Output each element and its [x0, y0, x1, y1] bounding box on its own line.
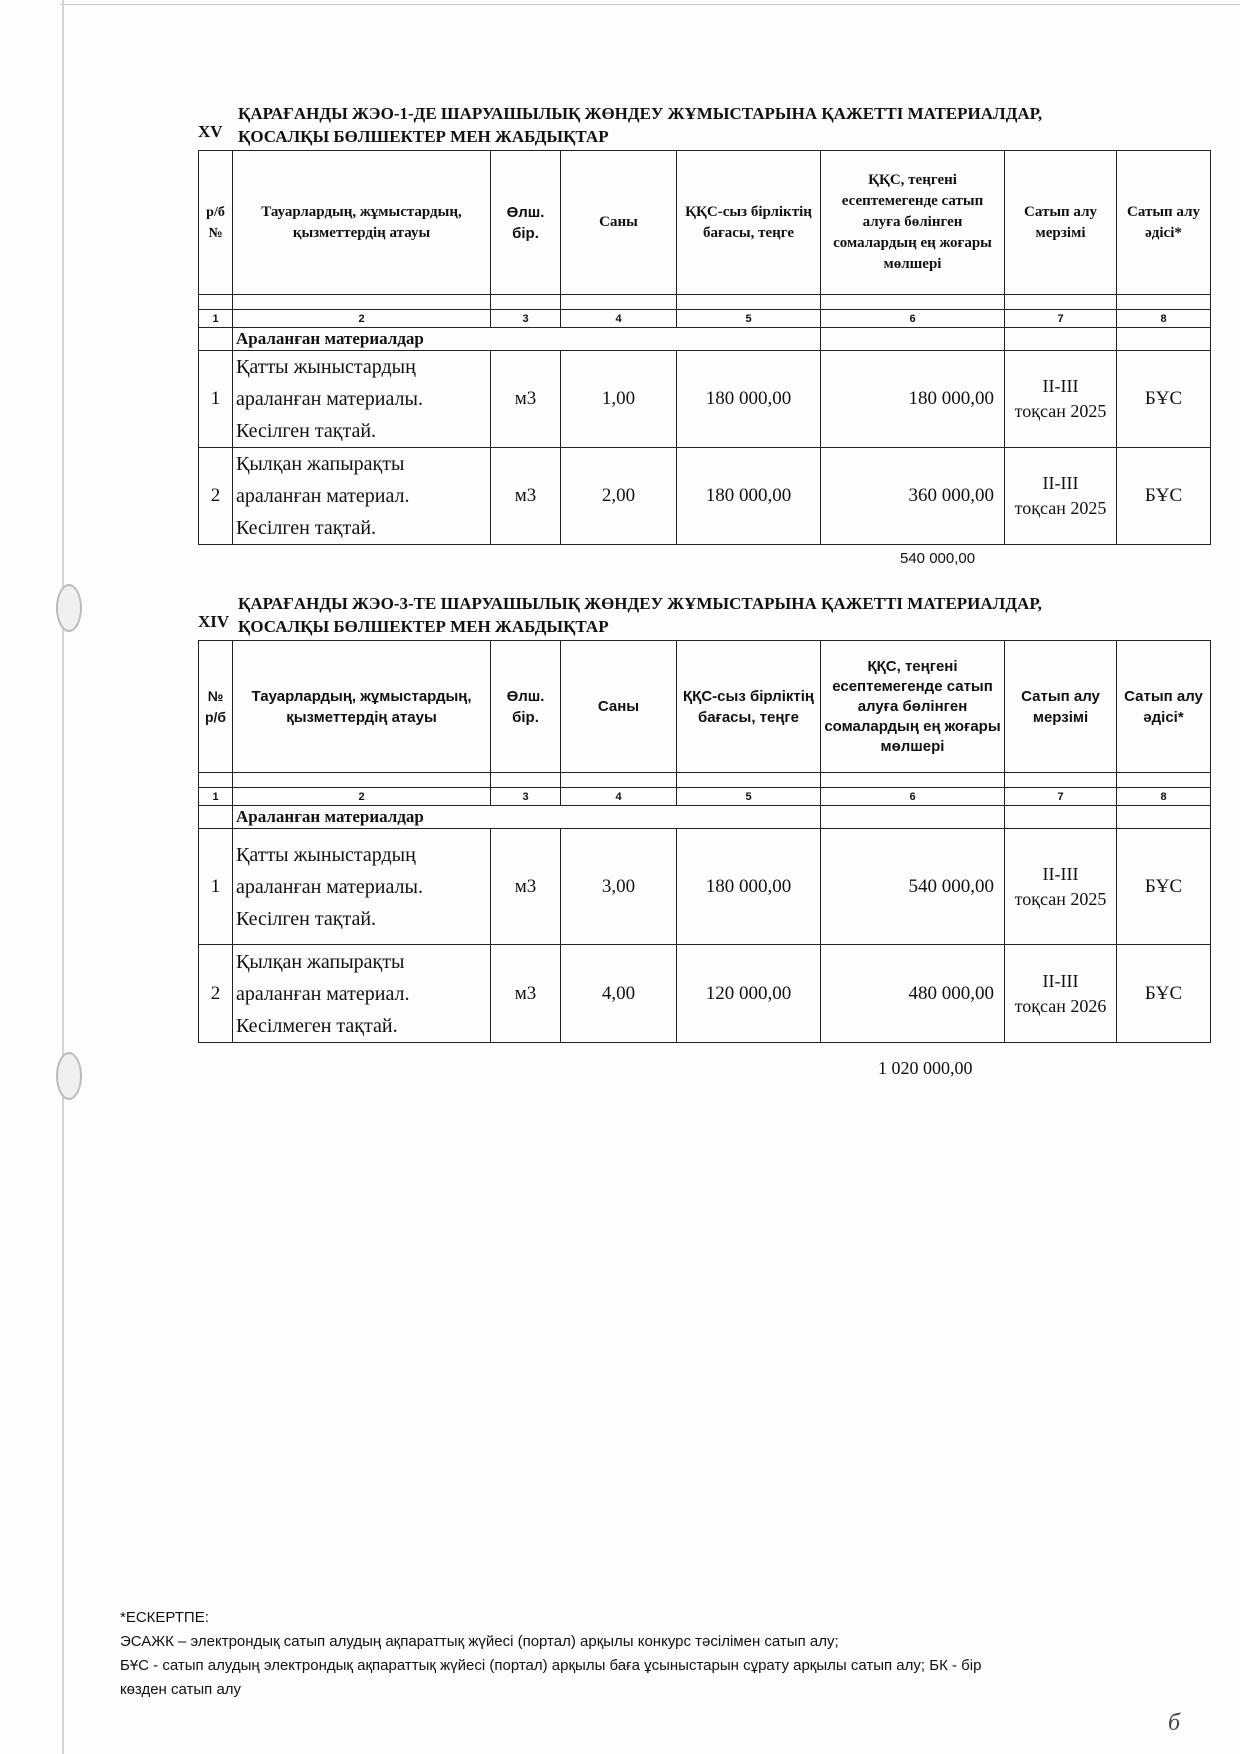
- group-row: [199, 328, 1211, 351]
- page-edge: [60, 4, 1240, 5]
- item-period: II-III тоқсан 2025: [1005, 448, 1117, 545]
- item-unit: м3: [491, 945, 561, 1043]
- item-name: Қатты жыныстардың араланған материалы. Кесілген тақтай.: [233, 829, 491, 945]
- punch-hole: [56, 584, 82, 632]
- col-header-name: Тауарлардың, жұмыстардың, қызметтердің атауы: [233, 641, 491, 773]
- item-method: БҰС: [1117, 829, 1211, 945]
- header-row: [199, 151, 1211, 295]
- section-title: ҚАРАҒАНДЫ ЖЭО-1-ДЕ ШАРУАШЫЛЫҚ ЖӨНДЕУ ЖҰМЫСТАРЫНА ҚАЖЕТТІ МАТЕРИАЛДАР, ҚОСАЛҚЫ БӨЛШЕКТЕР МЕН ЖАБДЫҚТАР: [238, 104, 1043, 146]
- table-row: [199, 351, 1211, 448]
- col-header-period: Сатып алу мерзімі: [1005, 641, 1117, 773]
- col-header-amount: ҚҚС, теңгені есептемегенде сатып алуға бөлінген сомалардың ең жоғары мөлшері: [821, 151, 1005, 295]
- section-number: XV: [198, 122, 223, 141]
- item-unit: м3: [491, 351, 561, 448]
- item-period: II-III тоқсан 2025: [1005, 829, 1117, 945]
- spacer-row: [199, 773, 1211, 788]
- item-name: Қылқан жапырақты араланған материал. Кесілген тақтай.: [233, 448, 491, 545]
- col-header-price: ҚҚС-сыз бірліктің бағасы, теңге: [677, 641, 821, 773]
- handwritten-page-mark: б: [1168, 1710, 1181, 1736]
- item-amount: 480 000,00: [821, 945, 1005, 1043]
- item-period: II-III тоқсан 2025: [1005, 351, 1117, 448]
- section-header: [198, 102, 1210, 150]
- section-tec3: [198, 592, 1210, 1043]
- item-price: 180 000,00: [677, 351, 821, 448]
- row-number: 2: [199, 448, 233, 545]
- col-header-qty: Саны: [561, 151, 677, 295]
- column-number-row: 1 2 3 4 5 6 7 8: [199, 310, 1211, 328]
- item-qty: 3,00: [561, 829, 677, 945]
- col-header-period: Сатып алу мерзімі: [1005, 151, 1117, 295]
- item-name: Қылқан жапырақты араланған материал. Кесілмеген тақтай.: [233, 945, 491, 1043]
- spacer-row: [199, 295, 1211, 310]
- table-row: [199, 829, 1211, 945]
- footnote-line: БҰС - сатып алудың электрондық ақпараттық жүйесі (портал) арқылы баға ұсыныстарын сұрату арқылы сатып алу; БК - бір: [120, 1657, 982, 1674]
- row-number: 1: [199, 351, 233, 448]
- section-header: [198, 592, 1210, 640]
- col-header-method: Сатып алу әдісі*: [1117, 641, 1211, 773]
- item-unit: м3: [491, 829, 561, 945]
- row-number: 1: [199, 829, 233, 945]
- item-amount: 180 000,00: [821, 351, 1005, 448]
- group-label: Араланған материалдар: [233, 328, 821, 351]
- header-row: [199, 641, 1211, 773]
- item-method: БҰС: [1117, 448, 1211, 545]
- col-header-qty: Саны: [561, 641, 677, 773]
- section-number: XIV: [198, 612, 230, 631]
- group-label: Араланған материалдар: [233, 806, 821, 829]
- item-qty: 2,00: [561, 448, 677, 545]
- item-price: 180 000,00: [677, 829, 821, 945]
- procurement-table: [198, 640, 1211, 1043]
- item-period: II-III тоқсан 2026: [1005, 945, 1117, 1043]
- table-row: [199, 945, 1211, 1043]
- col-header-no: р/б №: [199, 151, 233, 295]
- section-total: 1 020 000,00: [878, 1058, 973, 1078]
- col-header-amount: ҚҚС, теңгені есептемегенде сатып алуға бөлінген сомалардың ең жоғары мөлшері: [821, 641, 1005, 773]
- item-qty: 1,00: [561, 351, 677, 448]
- item-unit: м3: [491, 448, 561, 545]
- footnote-title: *ЕСКЕРТПЕ:: [120, 1609, 209, 1626]
- footnote-line: көзден сатып алу: [120, 1681, 242, 1698]
- item-method: БҰС: [1117, 351, 1211, 448]
- column-number-row: 1 2 3 4 5 6 7 8: [199, 788, 1211, 806]
- col-header-unit: Өлш. бір.: [491, 151, 561, 295]
- item-qty: 4,00: [561, 945, 677, 1043]
- col-header-name: Тауарлардың, жұмыстардың, қызметтердің атауы: [233, 151, 491, 295]
- item-price: 120 000,00: [677, 945, 821, 1043]
- section-tec1: [198, 102, 1210, 545]
- row-number: 2: [199, 945, 233, 1043]
- item-price: 180 000,00: [677, 448, 821, 545]
- item-amount: 540 000,00: [821, 829, 1005, 945]
- procurement-table: [198, 150, 1211, 545]
- col-header-unit: Өлш. бір.: [491, 641, 561, 773]
- footnote: [120, 1606, 1180, 1702]
- footnote-line: ЭСАЖК – электрондық сатып алудың ақпараттық жүйесі (портал) арқылы конкурс тәсілімен сатып алу;: [120, 1633, 839, 1650]
- col-header-no: № р/б: [199, 641, 233, 773]
- item-amount: 360 000,00: [821, 448, 1005, 545]
- binder-line: [62, 0, 64, 1754]
- col-header-price: ҚҚС-сыз бірліктің бағасы, теңге: [677, 151, 821, 295]
- col-header-method: Сатып алу әдісі*: [1117, 151, 1211, 295]
- section-total: 540 000,00: [900, 550, 976, 567]
- section-title: ҚАРАҒАНДЫ ЖЭО-3-ТЕ ШАРУАШЫЛЫҚ ЖӨНДЕУ ЖҰМЫСТАРЫНА ҚАЖЕТТІ МАТЕРИАЛДАР, ҚОСАЛҚЫ БӨЛШЕКТЕР МЕН ЖАБДЫҚТАР: [238, 594, 1042, 636]
- item-method: БҰС: [1117, 945, 1211, 1043]
- punch-hole: [56, 1052, 82, 1100]
- item-name: Қатты жыныстардың араланған материалы. Кесілген тақтай.: [233, 351, 491, 448]
- group-row: [199, 806, 1211, 829]
- table-row: [199, 448, 1211, 545]
